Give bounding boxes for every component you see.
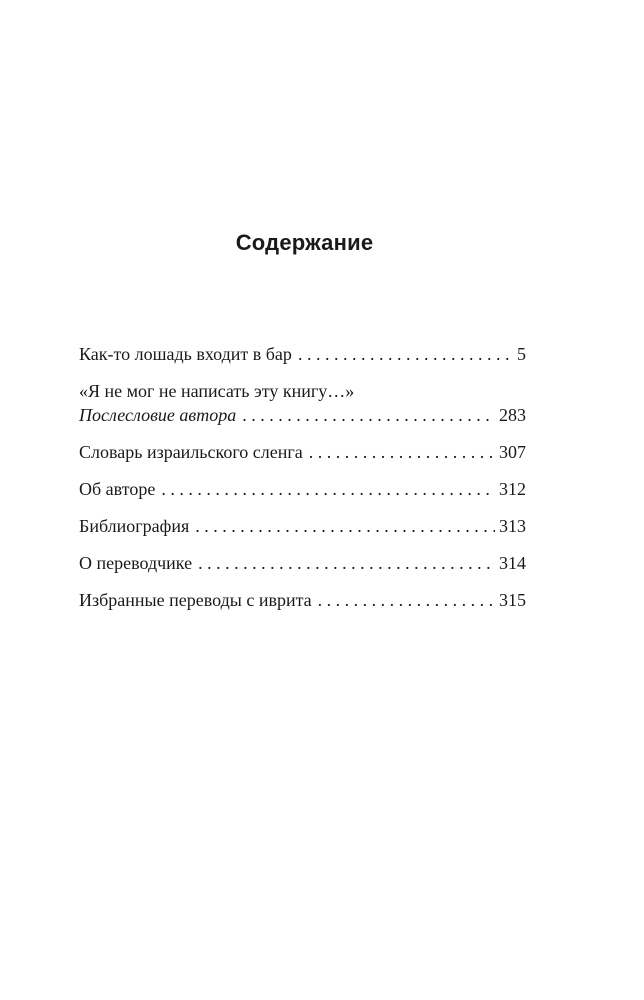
toc-line xyxy=(79,477,526,501)
table-of-contents xyxy=(79,342,526,625)
page-title: Содержание xyxy=(235,230,374,255)
dot-leader xyxy=(198,551,495,575)
toc-entry-title: О переводчике xyxy=(79,553,193,573)
toc-entry xyxy=(79,551,526,575)
toc-page-number: 313 xyxy=(499,516,526,536)
toc-page-number: 312 xyxy=(499,479,526,499)
dot-leader xyxy=(298,342,513,366)
toc-line xyxy=(79,551,526,575)
dot-leader xyxy=(309,440,495,464)
toc-page-number: 307 xyxy=(499,442,526,462)
toc-entry-title: Как-то лошадь входит в бар xyxy=(79,344,292,364)
dot-leader xyxy=(195,514,495,538)
toc-line xyxy=(79,514,526,538)
toc-page-number: 5 xyxy=(517,344,526,364)
toc-entry xyxy=(79,342,526,366)
toc-entry-title: Словарь израильского сленга xyxy=(79,442,303,462)
toc-entry xyxy=(79,477,526,501)
dot-leader xyxy=(318,588,495,612)
toc-line xyxy=(79,588,526,612)
toc-entry-title-line1: «Я не мог не написать эту книгу…» xyxy=(79,381,355,401)
toc-page-number: 314 xyxy=(499,553,526,573)
toc-entry-title: Об авторе xyxy=(79,479,156,499)
toc-line xyxy=(79,342,526,366)
dot-leader xyxy=(161,477,495,501)
toc-line xyxy=(79,440,526,464)
toc-page-number: 315 xyxy=(499,590,526,610)
toc-line xyxy=(79,403,526,427)
toc-entry xyxy=(79,514,526,538)
toc-entry xyxy=(79,379,526,427)
dot-leader xyxy=(242,403,495,427)
toc-entry-title: Библиография xyxy=(79,516,190,536)
toc-entry xyxy=(79,440,526,464)
toc-page-number: 283 xyxy=(499,405,526,425)
toc-entry xyxy=(79,588,526,612)
toc-entry-title: Избранные переводы с иврита xyxy=(79,590,312,610)
toc-entry-subtitle: Послесловие автора xyxy=(79,405,237,425)
